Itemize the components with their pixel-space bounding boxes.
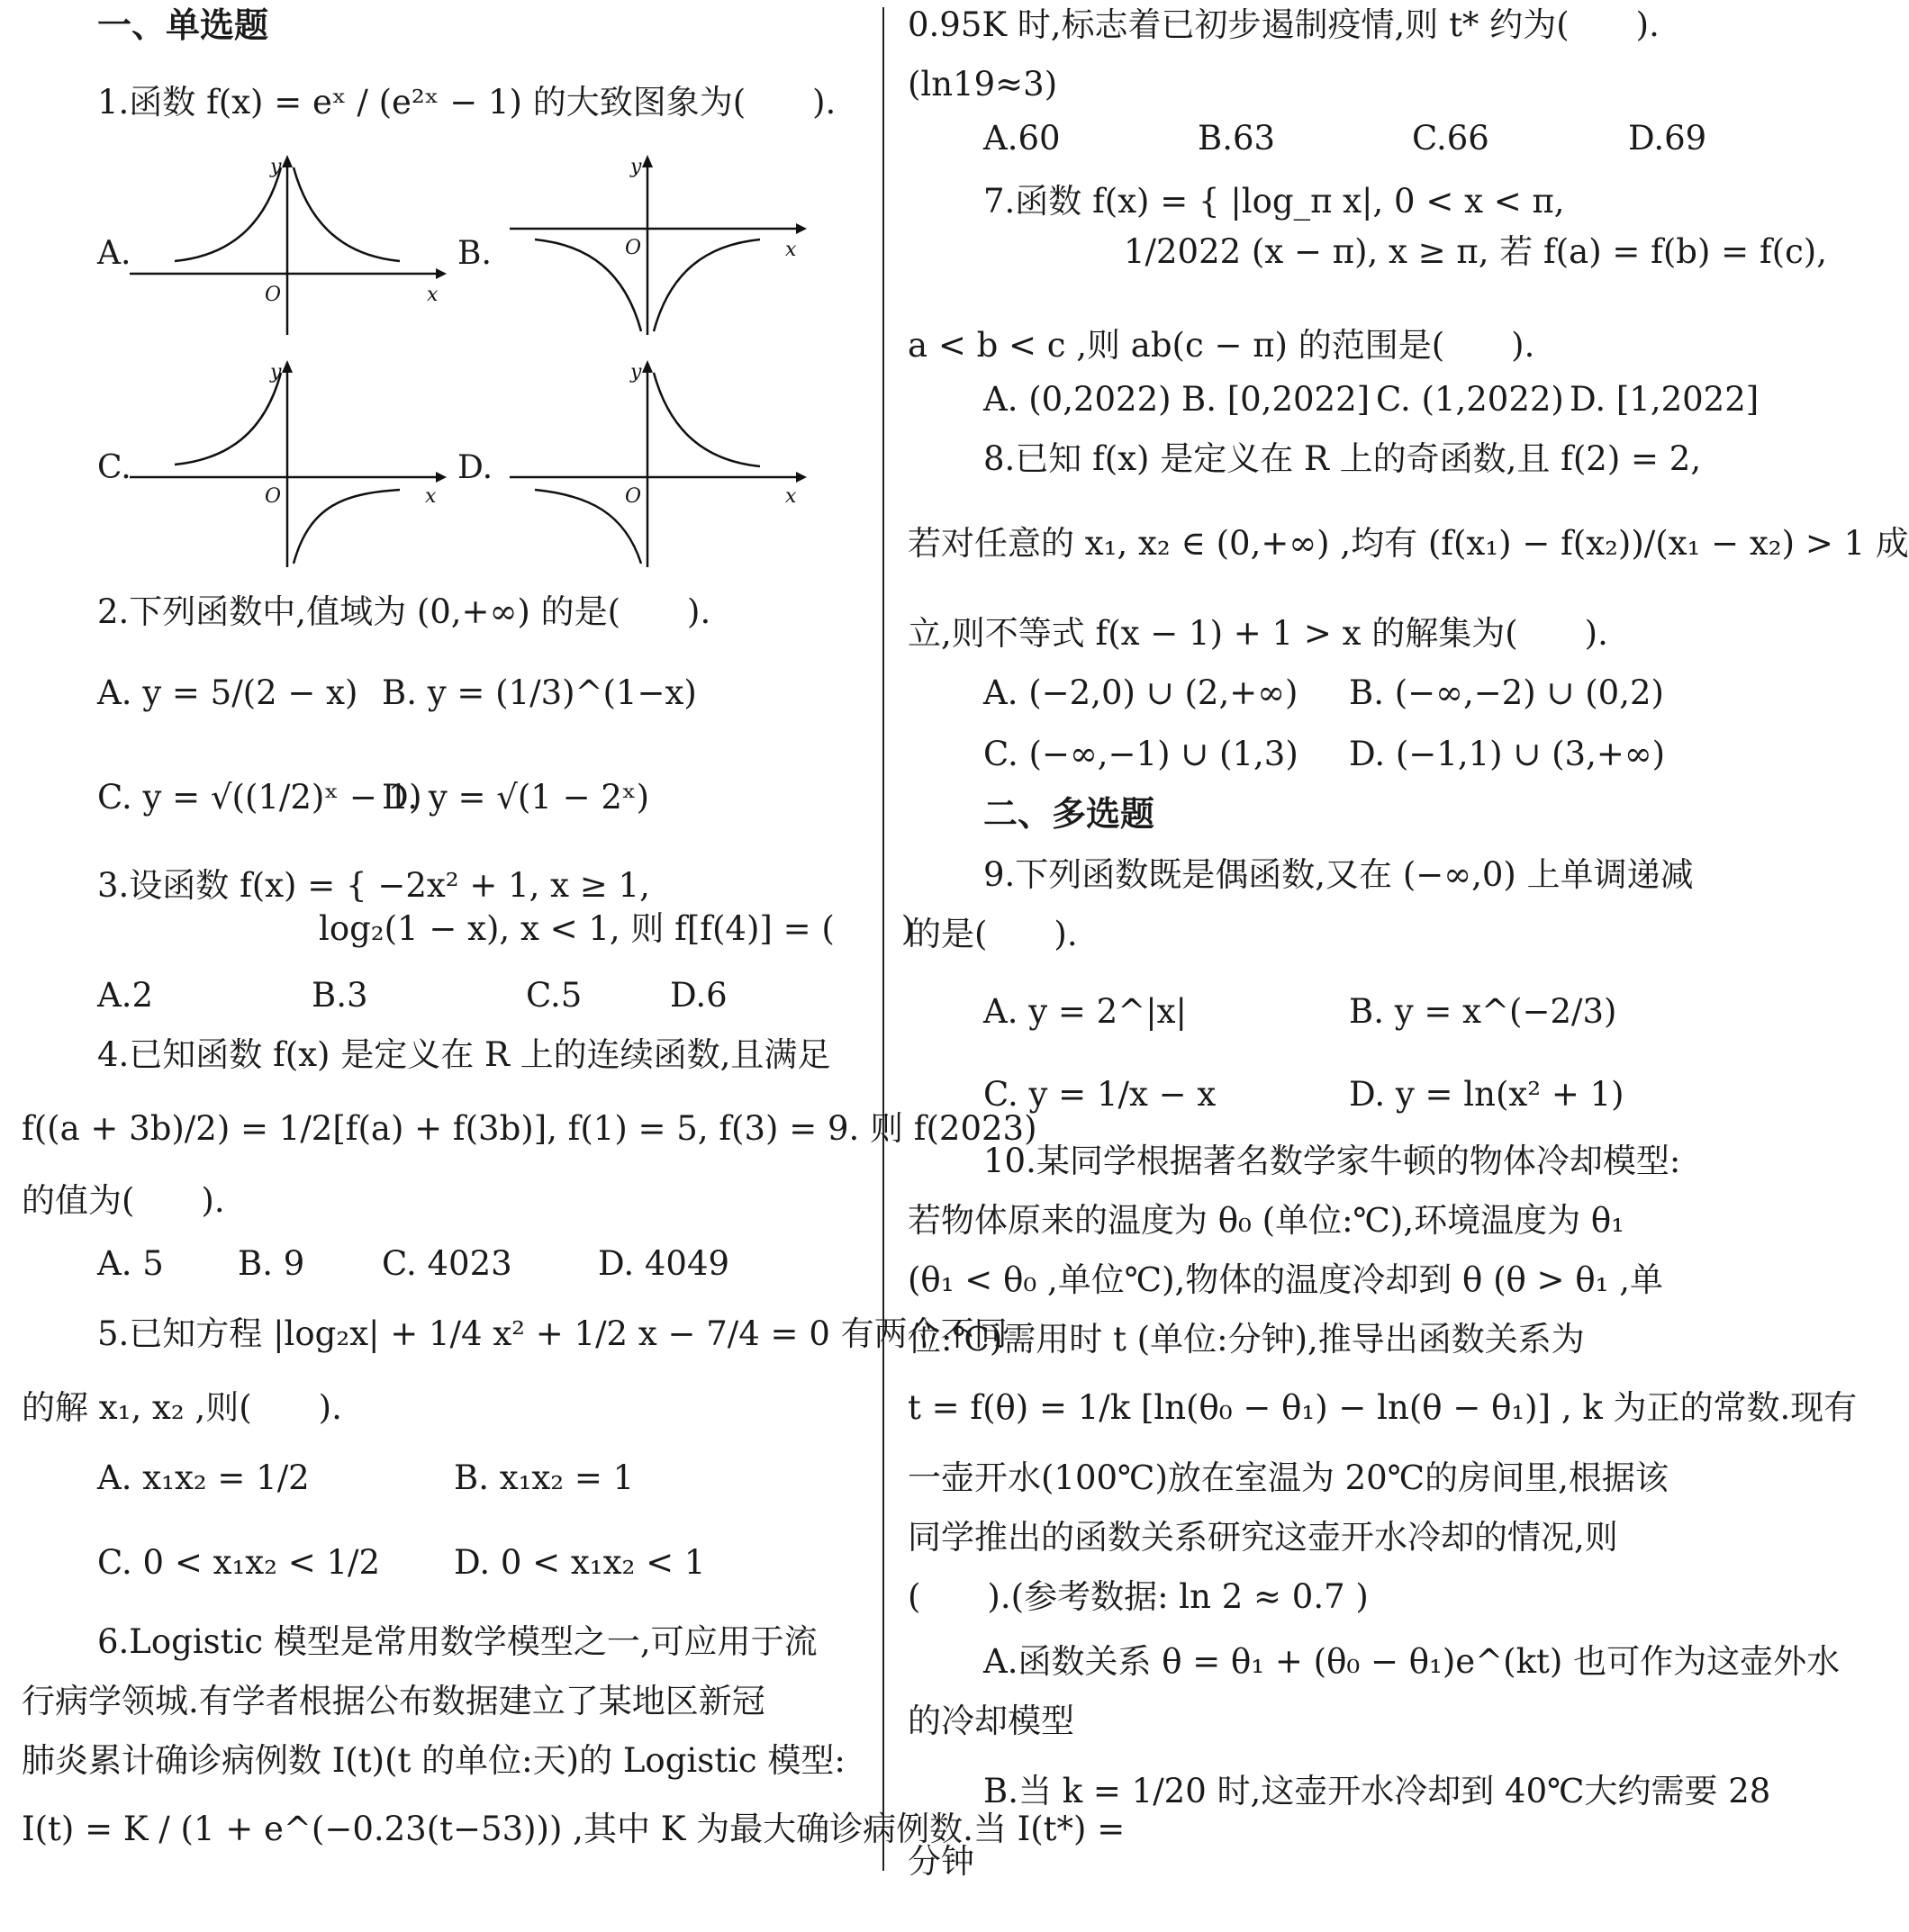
q6-option-a: A.60 [983,119,1061,158]
q2-option-b: B. y = (1/3)^(1−x) [382,673,697,712]
question-10-line1: 10.某同学根据著名数学家牛顿的物体冷却模型: [983,1142,1681,1180]
question-4-line2: f((a + 3b)/2) = 1/2[f(a) + f(3b)], f(1) = 5, f(3) = 9. 则 f(2023) [22,1109,1037,1148]
section-heading-multi-choice: 二、多选题 [983,794,1155,834]
origin-label: O [625,237,642,259]
q9-option-c: C. y = 1/x − x [983,1075,1217,1114]
question-6-line2: 行病学领城.有学者根据公布数据建立了某地区新冠 [22,1682,765,1720]
q5-option-c: C. 0 < x₁x₂ < 1/2 [97,1543,381,1582]
graph-option-d [490,360,814,567]
question-8-line1: 8.已知 f(x) 是定义在 R 上的奇函数,且 f(2) = 2, [983,439,1702,478]
q2-option-c: C. y = √((1/2)ˣ − 1) [97,778,422,817]
question-10-line3: (θ₁ < θ₀ ,单位℃),物体的温度冷却到 θ (θ > θ₁ ,单 [908,1260,1663,1299]
q5-option-a: A. x₁x₂ = 1/2 [97,1458,310,1497]
question-10-line7: 同学推出的函数关系研究这壶开水冷却的情况,则 [908,1518,1618,1557]
q10-option-a-line1: A.函数关系 θ = θ₁ + (θ₀ − θ₁)e^(kt) 也可作为这壶外水 [983,1642,1841,1681]
q5-option-b: B. x₁x₂ = 1 [454,1458,635,1497]
question-5-line2: 的解 x₁, x₂ ,则( ). [22,1388,342,1427]
q6-option-b: B.63 [1198,119,1276,158]
q1-option-b-label: B. [457,235,492,272]
y-axis-label: y [630,361,642,384]
question-4-line3: 的值为( ). [22,1181,225,1220]
x-axis-label: x [785,485,797,508]
question-7-line3: a < b < c ,则 ab(c − π) 的范围是( ). [908,326,1535,365]
q6-option-c: C.66 [1412,119,1489,158]
question-10-line6: 一壶开水(100℃)放在室温为 20℃的房间里,根据该 [908,1458,1669,1497]
x-axis-label: x [785,239,797,261]
graph-option-b [490,155,814,335]
q8-option-a: A. (−2,0) ∪ (2,+∞) [983,673,1298,712]
question-10-line8: ( ).(参考数据: ln 2 ≈ 0.7 ) [908,1577,1369,1616]
question-7-line1: 7.函数 f(x) = { |log_π x|, 0 < x < π, [983,182,1565,221]
q3-option-d: D.6 [670,976,728,1015]
q4-option-b: B. 9 [238,1244,305,1283]
q7-option-a: A. (0,2022) [983,380,1172,419]
question-8-line2: 若对任意的 x₁, x₂ ∈ (0,+∞) ,均有 (f(x₁) − f(x₂))/(x₁ − x₂) > 1 成 [908,524,1909,563]
q10-option-b-line2: 分钟 [908,1842,974,1881]
q7-option-c: C. (1,2022) [1376,380,1564,419]
question-6-line1: 6.Logistic 模型是常用数学模型之一,可应用于流 [97,1622,818,1661]
q4-option-c: C. 4023 [382,1244,512,1283]
question-10-line5: t = f(θ) = 1/k [ln(θ₀ − θ₁) − ln(θ − θ₁)] , k 为正的常数.现有 [908,1388,1858,1427]
q1-option-d-label: D. [457,449,493,486]
origin-label: O [265,485,282,508]
y-axis-label: y [270,156,282,178]
q3-option-c: C.5 [526,976,583,1015]
x-axis-label: x [427,284,439,306]
question-6-line3: 肺炎累计确诊病例数 I(t)(t 的单位:天)的 Logistic 模型: [22,1741,846,1780]
x-axis-label: x [425,485,437,508]
question-6-cont-line1: 0.95K 时,标志着已初步遏制疫情,则 t* 约为( ). [908,5,1660,44]
q9-option-d: D. y = ln(x² + 1) [1349,1075,1624,1114]
question-9-line2: 的是( ). [908,915,1078,953]
question-2-text: 2.下列函数中,值域为 (0,+∞) 的是( ). [97,592,711,631]
q8-option-b: B. (−∞,−2) ∪ (0,2) [1349,673,1664,712]
q7-option-b: B. [0,2022] [1181,380,1371,419]
q3-option-a: A.2 [97,976,154,1015]
question-4-line1: 4.已知函数 f(x) 是定义在 R 上的连续函数,且满足 [97,1035,831,1074]
question-8-line3: 立,则不等式 f(x − 1) + 1 > x 的解集为( ). [908,614,1608,653]
q1-option-a-label: A. [97,235,131,272]
q2-option-d: D. y = √(1 − 2ˣ) [382,778,650,817]
q8-option-d: D. (−1,1) ∪ (3,+∞) [1349,735,1666,773]
question-9-line1: 9.下列函数既是偶函数,又在 (−∞,0) 上单调递减 [983,855,1694,894]
q10-option-b-line1: B.当 k = 1/20 时,这壶开水冷却到 40℃大约需要 28 [983,1772,1771,1810]
q1-option-c-label: C. [97,449,131,486]
y-axis-label: y [630,156,642,178]
q5-option-d: D. 0 < x₁x₂ < 1 [454,1543,706,1582]
question-10-line2: 若物体原来的温度为 θ₀ (单位:℃),环境温度为 θ₁ [908,1201,1624,1240]
q8-option-c: C. (−∞,−1) ∪ (1,3) [983,735,1298,773]
q9-option-a: A. y = 2^|x| [983,992,1188,1031]
q9-option-b: B. y = x^(−2/3) [1349,992,1617,1031]
question-1-text: 1.函数 f(x) = eˣ / (e²ˣ − 1) 的大致图象为( ). [97,83,837,122]
section-heading-single-choice: 一、单选题 [97,5,269,45]
graph-option-a [130,155,454,335]
q4-option-a: A. 5 [97,1244,164,1283]
origin-label: O [265,284,282,306]
question-6-cont-line2: (ln19≈3) [908,65,1058,104]
q2-option-a: A. y = 5/(2 − x) [97,673,358,712]
question-3-line1: 3.设函数 f(x) = { −2x² + 1, x ≥ 1, [97,866,650,905]
y-axis-label: y [270,361,282,384]
q3-option-b: B.3 [312,976,368,1015]
q4-option-d: D. 4049 [598,1244,730,1283]
graph-option-c [130,360,454,567]
question-5-line1: 5.已知方程 |log₂x| + 1/4 x² + 1/2 x − 7/4 = 0 有两个不同 [97,1314,1008,1353]
question-7-line2: 1/2022 (x − π), x ≥ π, 若 f(a) = f(b) = f(c), [1124,232,1827,271]
q6-option-d: D.69 [1628,119,1707,158]
question-3-line2: log₂(1 − x), x < 1, 则 f[f(4)] = ( ) [319,909,915,948]
question-10-line4: 位:℃)需用时 t (单位:分钟),推导出函数关系为 [908,1320,1585,1359]
question-6-line4: I(t) = K / (1 + e^(−0.23(t−53))) ,其中 K 为最大确诊病例数.当 I(t*) = [22,1810,1126,1848]
origin-label: O [625,485,642,508]
q10-option-a-line2: 的冷却模型 [908,1702,1074,1740]
q7-option-d: D. [1,2022] [1570,380,1760,419]
